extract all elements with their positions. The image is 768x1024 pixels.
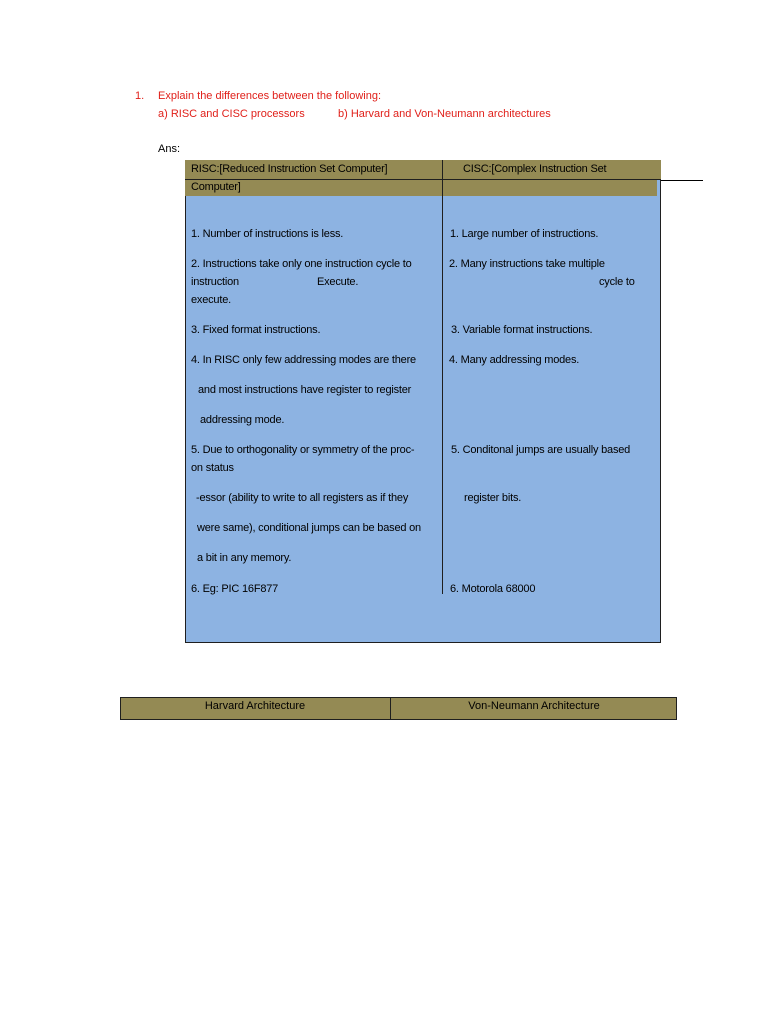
cisc-point-1: 1. Large number of instructions. (450, 228, 599, 240)
question-number: 1. (135, 90, 145, 102)
table-column-divider (442, 160, 443, 594)
answer-label: Ans: (158, 143, 181, 155)
risc-point-2-end: execute. (191, 294, 231, 306)
risc-point-1: 1. Number of instructions is less. (191, 228, 344, 240)
risc-header: RISC:[Reduced Instruction Set Computer] (191, 163, 388, 175)
harvard-header: Harvard Architecture (204, 700, 306, 712)
table-header-divider (185, 179, 661, 180)
risc-point-5: 5. Due to orthogonality or symmetry of the proc- (191, 444, 415, 456)
cisc-point-2-cont: cycle to (599, 276, 635, 288)
cisc-point-6: 6. Motorola 68000 (450, 583, 536, 595)
risc-point-2: 2. Instructions take only one instruction cycle to (191, 258, 412, 270)
von-neumann-header: Von-Neumann Architecture (468, 700, 600, 712)
question-part-a: a) RISC and CISC processors (158, 108, 305, 120)
risc-point-4-end: addressing mode. (200, 414, 285, 426)
risc-point-6: 6. Eg: PIC 16F877 (191, 583, 279, 595)
risc-header-continuation: Computer] (191, 181, 241, 193)
leader-line (661, 180, 703, 181)
risc-point-4: 4. In RISC only few addressing modes are there (191, 354, 416, 366)
risc-point-3: 3. Fixed format instructions. (191, 324, 321, 336)
cisc-point-5-cont: register bits. (464, 492, 522, 504)
risc-point-4-cont: and most instructions have register to register (198, 384, 412, 396)
risc-point-2-cont-left: instruction (191, 276, 239, 288)
risc-point-5-end: a bit in any memory. (197, 552, 292, 564)
risc-point-2-cont-right: Execute. (317, 276, 359, 288)
risc-point-5-status: on status (191, 462, 234, 474)
question-text: Explain the differences between the following: (158, 90, 381, 102)
risc-point-5-cont-2: were same), conditional jumps can be based on (197, 522, 421, 534)
cisc-header: CISC:[Complex Instruction Set (463, 163, 607, 175)
risc-point-5-cont: -essor (ability to write to all registers as if they (196, 492, 409, 504)
cisc-point-3: 3. Variable format instructions. (451, 324, 593, 336)
cisc-point-4: 4. Many addressing modes. (449, 354, 580, 366)
question-part-b: b) Harvard and Von-Neumann architectures (338, 108, 551, 120)
cisc-point-5: 5. Conditonal jumps are usually based (451, 444, 631, 456)
cisc-point-2: 2. Many instructions take multiple (449, 258, 605, 270)
risc-cisc-table-header-continuation (185, 179, 657, 196)
